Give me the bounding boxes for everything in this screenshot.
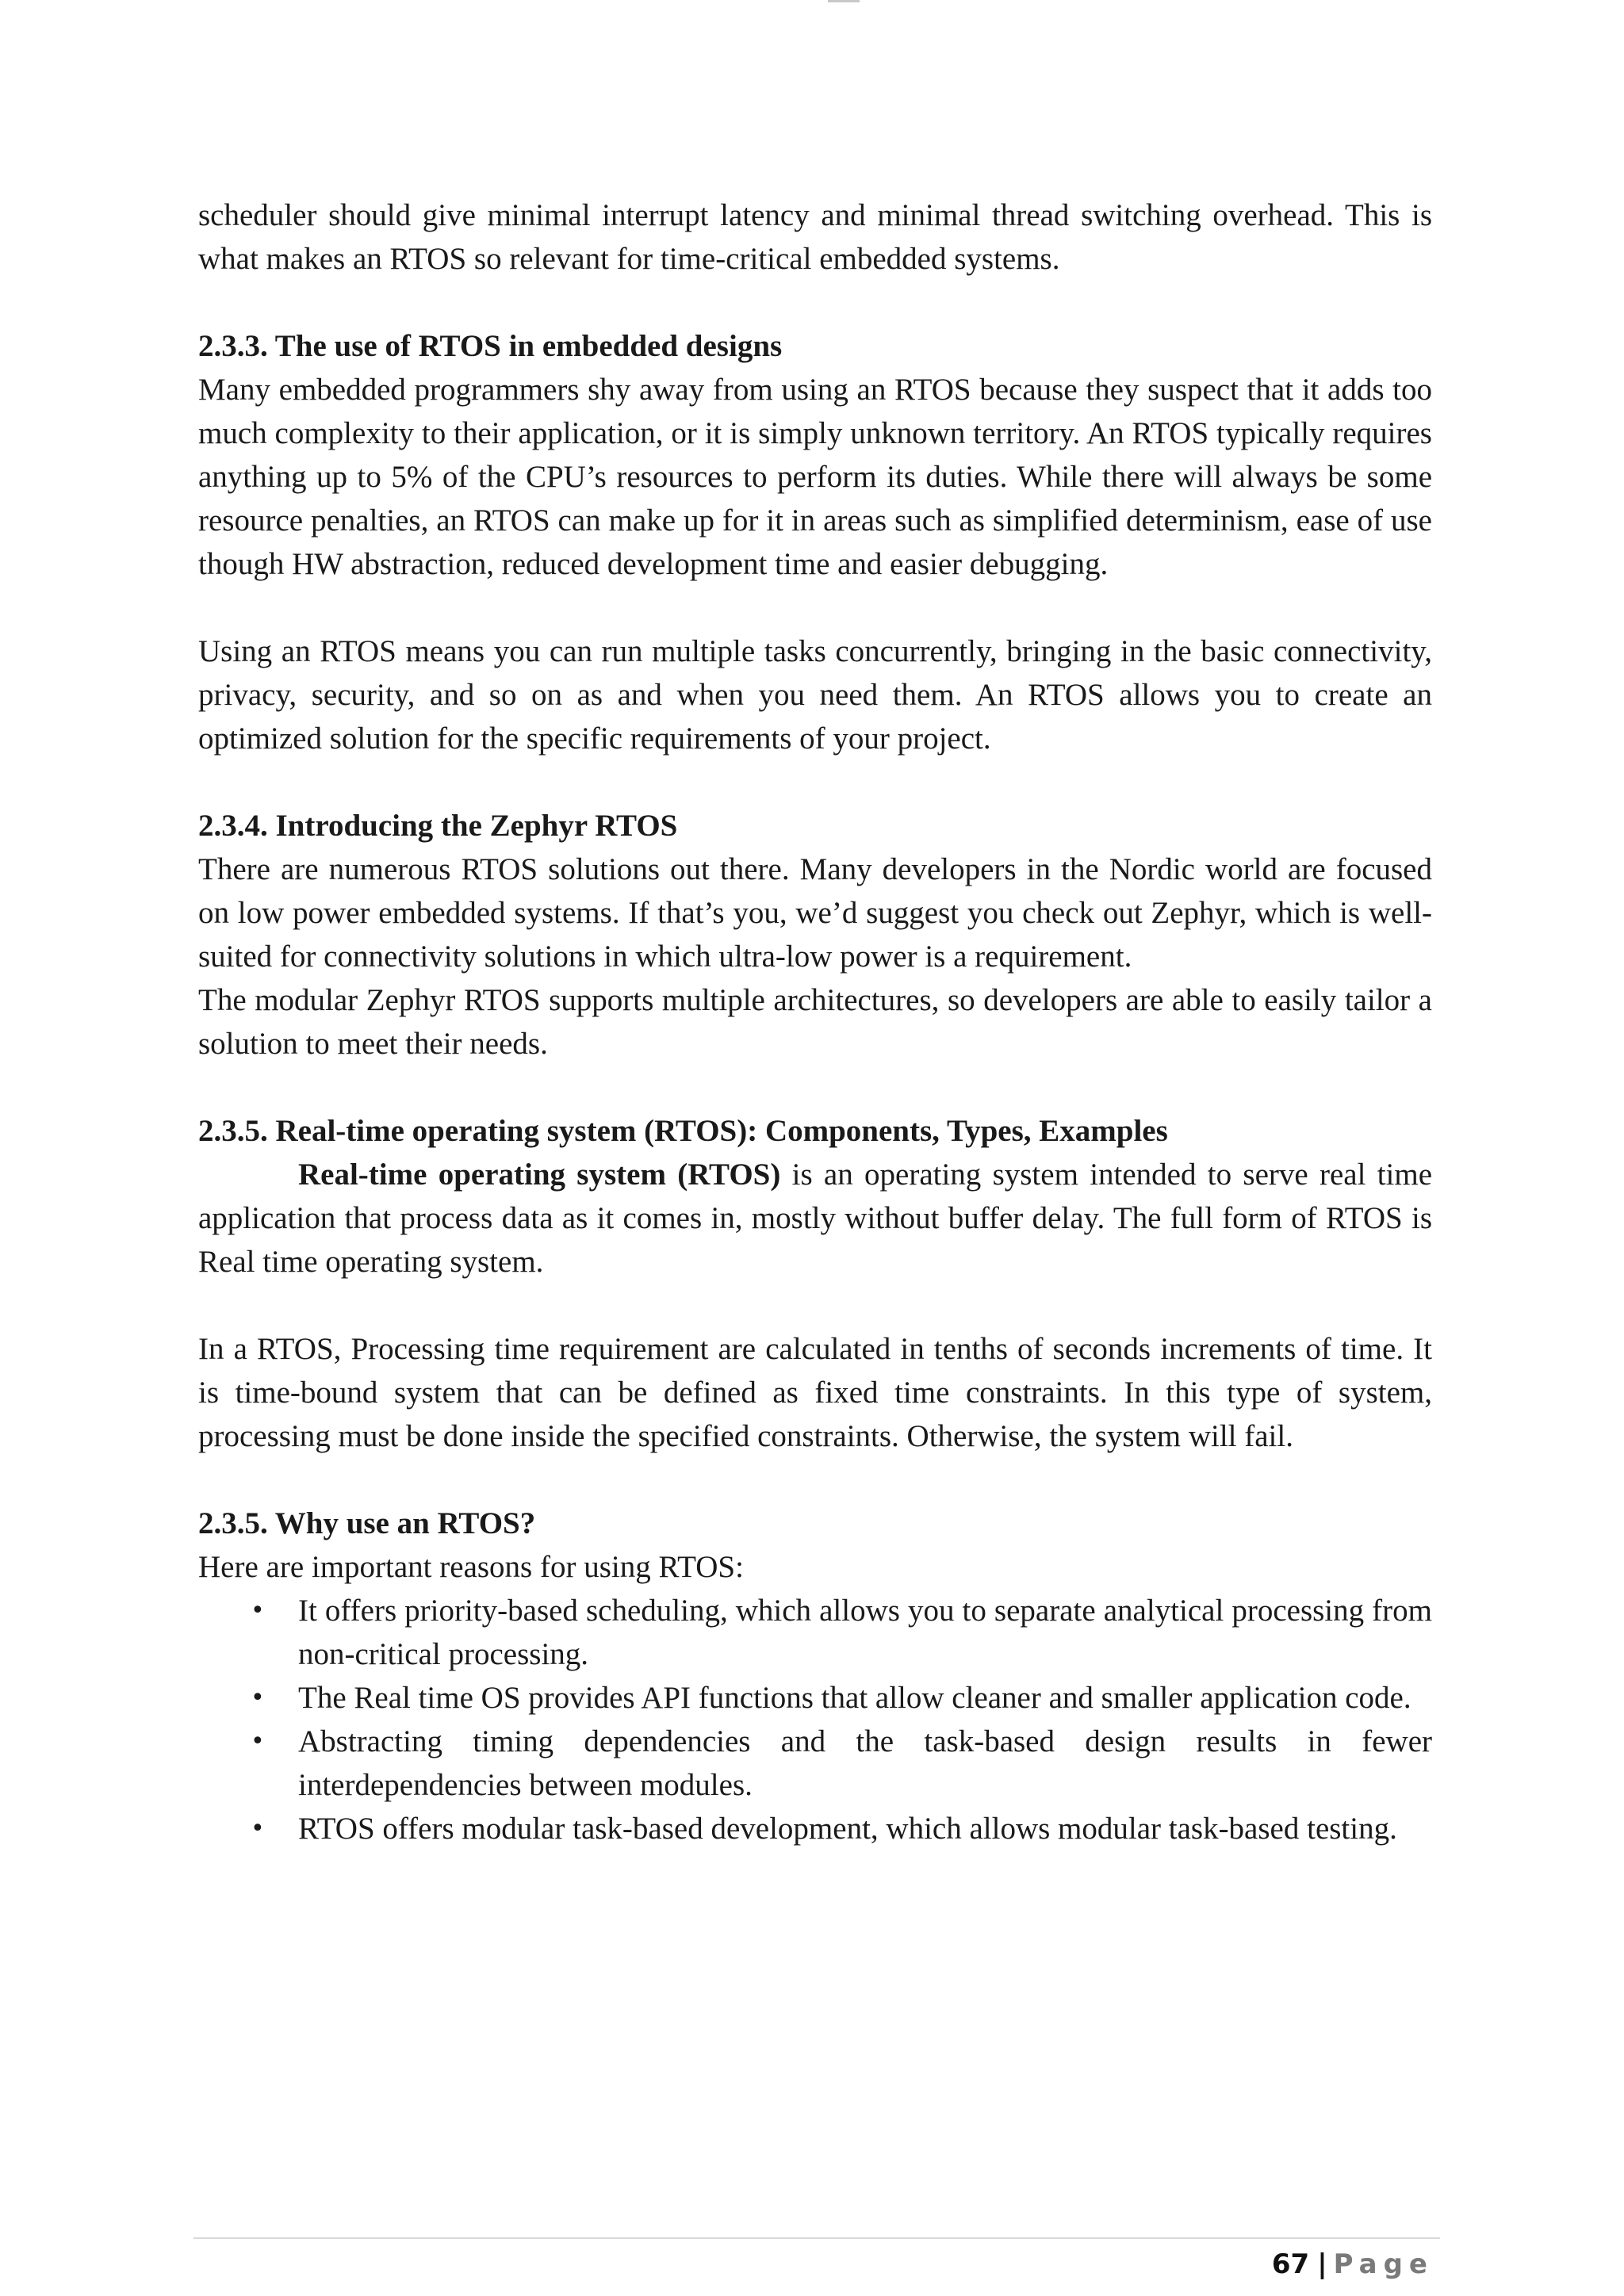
paragraph-zephyr-intro: There are numerous RTOS solutions out there. Many developers in the Nordic world are focused on low power embedded systems. If that’s you, we’d suggest you check out Zephyr, which is well-suited for connectivity solutions in which ultra-low power is a requirement. [198, 852, 1432, 974]
list-item: • Abstracting timing dependencies and the task-based design results in fewer interdependencies between modules. [198, 1720, 1432, 1807]
list-item: • It offers priority-based scheduling, which allows you to separate analytical processing from non-critical processing. [198, 1589, 1432, 1676]
footer-separator: | [1317, 2248, 1327, 2280]
page-body [198, 193, 1432, 1850]
bullet-icon: • [251, 1815, 265, 1843]
page-label: Page [1333, 2248, 1434, 2280]
paragraph-zephyr-modular: The modular Zephyr RTOS supports multiple architectures, so developers are able to easily tailor a solution to meet their needs. [198, 983, 1432, 1061]
paragraph-rtos-definition [198, 1153, 1432, 1284]
continuation-paragraph: scheduler should give minimal interrupt latency and minimal thread switching overhead. This is what makes an RTOS so relevant for time-critical embedded systems. [198, 198, 1432, 276]
bullet-icon: • [251, 1597, 265, 1624]
bullet-icon: • [251, 1728, 265, 1755]
section-heading-2-3-3: 2.3.3. The use of RTOS in embedded designs [198, 329, 783, 363]
bold-term: Real-time operating system (RTOS) [298, 1158, 781, 1192]
paragraph-rtos-complexity: Many embedded programmers shy away from using an RTOS because they suspect that it adds too much complexity to their application, or it is simply unknown territory. An RTOS typically requires anything up to 5% of the CPU’s resources to perform its duties. While there will always be some resource penalties, an RTOS can make up for it in areas such as simplified determinism, ease of use though HW abstraction, reduced development time and easier debugging. [198, 373, 1432, 581]
section-heading-2-3-4: 2.3.4. Introducing the Zephyr RTOS [198, 809, 678, 843]
definition-text: is an operating system intended to serve real time application that process data as it comes in, mostly without buffer delay. The full form of RTOS is Real time operating system. [198, 1158, 1433, 1279]
list-item: • RTOS offers modular task-based development, which allows modular task-based testing. [198, 1807, 1432, 1850]
page-number: 67 [1271, 2248, 1310, 2280]
section-heading-2-3-5: 2.3.5. Real-time operating system (RTOS): Components, Types, Examples [198, 1114, 1168, 1148]
list-item: • The Real time OS provides API functions that allow cleaner and smaller application code. [198, 1676, 1432, 1720]
reasons-list [198, 1589, 1432, 1850]
paragraph-rtos-concurrency: Using an RTOS means you can run multiple tasks concurrently, bringing in the basic connectivity, privacy, security, and so on as and when you need them. An RTOS allows you to create an optimized solution for the specific requirements of your project. [198, 634, 1432, 756]
paragraph-reasons-intro: Here are important reasons for using RTOS: [198, 1550, 744, 1584]
paragraph-processing-time: In a RTOS, Processing time requirement are calculated in tenths of seconds increments of time. It is time-bound system that can be defined as fixed time constraints. In this type of system, processing must be done inside the specified constraints. Otherwise, the system will fail. [198, 1332, 1432, 1453]
section-heading-why-rtos: 2.3.5. Why use an RTOS? [198, 1506, 536, 1540]
footer-divider [193, 2237, 1440, 2239]
page-number-footer [1272, 2246, 1434, 2283]
bullet-icon: • [251, 1684, 265, 1712]
top-scan-mark [828, 0, 860, 2]
